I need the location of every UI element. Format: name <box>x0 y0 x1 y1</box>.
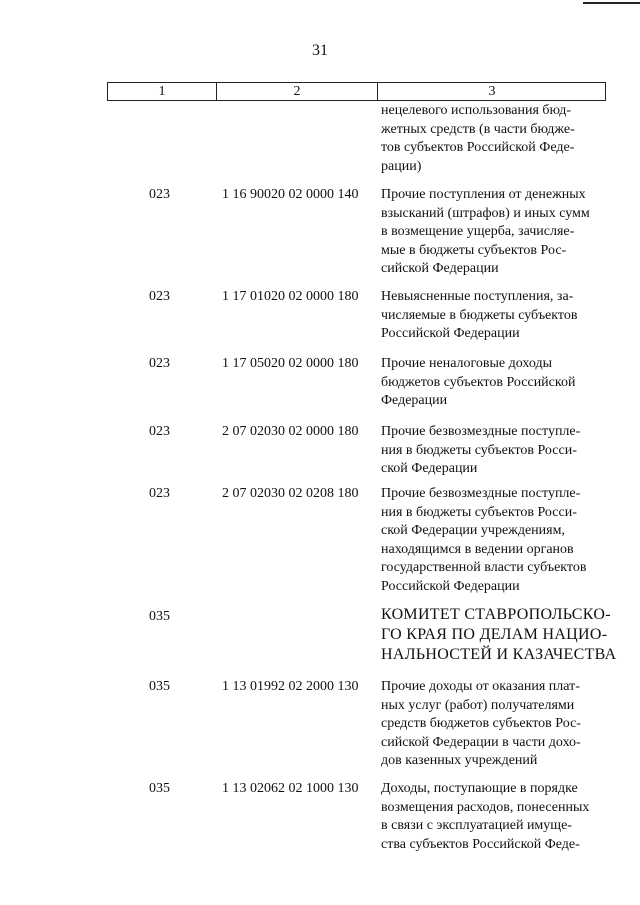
heading-line: НАЛЬНОСТЕЙ И КАЗАЧЕСТВА <box>381 646 617 663</box>
admin-code: 035 <box>149 781 170 796</box>
description-line: ния в бюджеты субъектов Росси- <box>381 442 577 458</box>
admin-code: 035 <box>149 609 170 624</box>
description-line: нецелевого использования бюд- <box>381 103 572 118</box>
description-line: Невыясненные поступления, за- <box>381 289 574 304</box>
description-line: ных услуг (работ) получателями <box>381 697 575 713</box>
admin-code: 023 <box>149 424 170 439</box>
description-line: Российской Федерации <box>381 326 520 341</box>
description-line: Российской Федерации <box>381 578 520 594</box>
budget-classification-code: 2 07 02030 02 0000 180 <box>222 424 359 439</box>
column-header-3: 3 <box>488 84 496 99</box>
description-line: ства субъектов Российской Феде- <box>381 836 580 852</box>
income-description <box>381 780 604 854</box>
budget-classification-code: 1 13 01992 02 2000 130 <box>222 679 359 694</box>
corner-mark <box>583 2 640 4</box>
description-line: ния в бюджеты субъектов Росси- <box>381 504 577 520</box>
description-line: ской Федерации <box>381 461 478 476</box>
description-line: тов субъектов Российской Феде- <box>381 140 575 155</box>
description-line: Прочие неналоговые доходы <box>381 356 553 371</box>
admin-code: 035 <box>149 679 170 694</box>
description-line: в связи с эксплуатацией имуще- <box>381 818 572 833</box>
description-line: Доходы, поступающие в порядке <box>381 781 578 796</box>
admin-code: 023 <box>149 356 170 371</box>
description-line: числяемые в бюджеты субъектов <box>381 307 578 323</box>
income-description <box>381 355 604 411</box>
description-line: мые в бюджеты субъектов Рос- <box>381 242 567 258</box>
admin-code: 023 <box>149 289 170 304</box>
income-description <box>381 186 604 279</box>
heading-line: КОМИТЕТ СТАВРОПОЛЬСКО- <box>381 606 611 623</box>
income-description <box>381 423 604 479</box>
description-line: Прочие доходы от оказания плат- <box>381 679 580 694</box>
column-header-2: 2 <box>217 83 378 100</box>
description-line: Федерации <box>381 393 448 408</box>
description-line: жетных средств (в части бюдже- <box>381 121 575 137</box>
page-number: 31 <box>312 42 328 59</box>
description-line: бюджетов субъектов Российской <box>381 374 576 390</box>
description-line: Прочие безвозмездные поступле- <box>381 486 581 501</box>
budget-classification-code: 1 17 01020 02 0000 180 <box>222 289 359 304</box>
description-line: средств бюджетов субъектов Рос- <box>381 716 581 731</box>
description-line: дов казенных учреждений <box>381 753 538 768</box>
description-line: рации) <box>381 158 422 174</box>
description-line: Прочие поступления от денежных <box>381 187 586 202</box>
description-line: взысканий (штрафов) и иных сумм <box>381 205 590 221</box>
department-heading <box>381 605 617 665</box>
admin-code: 023 <box>149 486 170 501</box>
description-line: Прочие безвозмездные поступле- <box>381 424 581 439</box>
description-line: сийской Федерации <box>381 261 499 276</box>
heading-line: ГО КРАЯ ПО ДЕЛАМ НАЦИО- <box>381 626 608 643</box>
description-line: сийской Федерации в части дохо- <box>381 734 581 750</box>
description-line: государственной власти субъектов <box>381 560 587 575</box>
income-description <box>381 485 604 596</box>
budget-classification-code: 2 07 02030 02 0208 180 <box>222 486 359 501</box>
description-line: в возмещение ущерба, зачисляе- <box>381 224 575 239</box>
column-header-1: 1 <box>108 83 217 100</box>
budget-classification-code: 1 17 05020 02 0000 180 <box>222 356 359 371</box>
description-line: ской Федерации учреждениям, <box>381 523 565 538</box>
description-line: находящимся в ведении органов <box>381 541 574 557</box>
description-line: возмещения расходов, понесенных <box>381 799 590 815</box>
budget-classification-code: 1 16 90020 02 0000 140 <box>222 187 359 202</box>
income-description <box>381 288 604 344</box>
table-header <box>107 82 606 101</box>
income-description <box>381 678 604 771</box>
budget-classification-code: 1 13 02062 02 1000 130 <box>222 781 359 796</box>
admin-code: 023 <box>149 187 170 202</box>
